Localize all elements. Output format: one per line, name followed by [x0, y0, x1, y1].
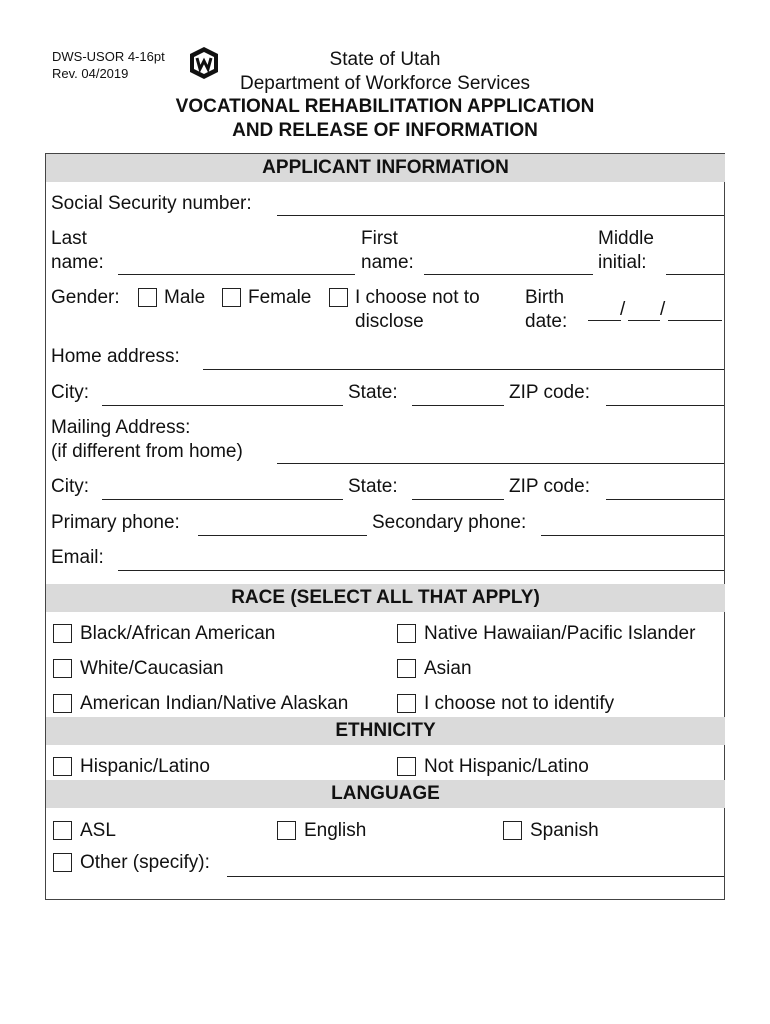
gender-male-checkbox[interactable]	[138, 288, 157, 307]
middle-initial-field[interactable]	[666, 274, 724, 275]
gender-male-label: Male	[164, 287, 206, 308]
applicant-section-header	[46, 154, 725, 182]
mailing-address-field[interactable]	[277, 463, 724, 464]
form-id: DWS-USOR 4-16pt	[52, 49, 165, 64]
primary-phone-label: Primary phone:	[51, 512, 180, 533]
race-hawaiian-checkbox[interactable]	[397, 624, 416, 643]
race-no-identify-checkbox[interactable]	[397, 694, 416, 713]
mailing-address-label-1: Mailing Address:	[51, 417, 191, 438]
form-title-line1: VOCATIONAL REHABILITATION APPLICATION	[175, 96, 595, 117]
race-american-indian-label: American Indian/Native Alaskan	[80, 693, 349, 714]
language-other-label: Other (specify):	[80, 852, 210, 873]
race-american-indian-checkbox[interactable]	[53, 694, 72, 713]
mailing-city-field[interactable]	[102, 499, 343, 500]
primary-phone-field[interactable]	[198, 535, 367, 536]
gender-label: Gender:	[51, 287, 120, 308]
secondary-phone-label: Secondary phone:	[372, 512, 527, 533]
birth-year-field[interactable]	[668, 320, 722, 321]
home-state-label: State:	[348, 382, 398, 403]
race-no-identify-label: I choose not to identify	[424, 693, 615, 714]
department-name: Department of Workforce Services	[239, 73, 531, 94]
first-name-field[interactable]	[424, 274, 593, 275]
birth-date-label-2: date:	[525, 311, 568, 332]
first-name-label-1: First	[361, 228, 398, 249]
language-section-title: LANGUAGE	[331, 783, 440, 804]
race-black-checkbox[interactable]	[53, 624, 72, 643]
home-state-field[interactable]	[412, 405, 504, 406]
email-label: Email:	[51, 547, 104, 568]
ethnicity-not-hispanic-checkbox[interactable]	[397, 757, 416, 776]
mailing-state-field[interactable]	[412, 499, 504, 500]
home-zip-field[interactable]	[606, 405, 724, 406]
revision-date: Rev. 04/2019	[52, 66, 129, 81]
ssn-field[interactable]	[277, 215, 724, 216]
birth-date-separator-2: /	[660, 299, 666, 320]
gender-nondisclose-label-2: disclose	[355, 311, 424, 332]
mailing-zip-field[interactable]	[606, 499, 724, 500]
ethnicity-hispanic-checkbox[interactable]	[53, 757, 72, 776]
mailing-address-label-2: (if different from home)	[51, 441, 243, 462]
gender-nondisclose-checkbox[interactable]	[329, 288, 348, 307]
ethnicity-section-title: ETHNICITY	[335, 720, 436, 741]
ethnicity-section-header	[46, 717, 725, 745]
form-title-line2: AND RELEASE OF INFORMATION	[232, 120, 538, 141]
race-white-checkbox[interactable]	[53, 659, 72, 678]
mailing-city-label: City:	[51, 476, 89, 497]
language-english-label: English	[304, 820, 367, 841]
ethnicity-hispanic-label: Hispanic/Latino	[80, 756, 210, 777]
gender-nondisclose-label-1: I choose not to	[355, 287, 480, 308]
mailing-zip-label: ZIP code:	[509, 476, 590, 497]
language-asl-checkbox[interactable]	[53, 821, 72, 840]
gender-female-checkbox[interactable]	[222, 288, 241, 307]
language-other-checkbox[interactable]	[53, 853, 72, 872]
gender-female-label: Female	[248, 287, 312, 308]
secondary-phone-field[interactable]	[541, 535, 724, 536]
race-section-header	[46, 584, 725, 612]
race-section-title: RACE (SELECT ALL THAT APPLY)	[231, 587, 540, 608]
race-asian-checkbox[interactable]	[397, 659, 416, 678]
last-name-label-2: name:	[51, 252, 104, 273]
last-name-label-1: Last	[51, 228, 87, 249]
last-name-field[interactable]	[118, 274, 355, 275]
ssn-label: Social Security number:	[51, 193, 252, 214]
language-section-header	[46, 780, 725, 808]
email-field[interactable]	[118, 570, 724, 571]
ethnicity-not-hispanic-label: Not Hispanic/Latino	[424, 756, 589, 777]
language-spanish-checkbox[interactable]	[503, 821, 522, 840]
race-black-label: Black/African American	[80, 623, 276, 644]
applicant-section-title: APPLICANT INFORMATION	[262, 157, 509, 178]
middle-initial-label-2: initial:	[598, 252, 647, 273]
home-address-field[interactable]	[203, 369, 724, 370]
race-asian-label: Asian	[424, 658, 472, 679]
birth-date-separator-1: /	[620, 299, 626, 320]
birth-date-label-1: Birth	[525, 287, 565, 308]
mailing-state-label: State:	[348, 476, 398, 497]
birth-month-field[interactable]	[588, 320, 621, 321]
language-spanish-label: Spanish	[530, 820, 599, 841]
first-name-label-2: name:	[361, 252, 414, 273]
home-address-label: Home address:	[51, 346, 180, 367]
language-english-checkbox[interactable]	[277, 821, 296, 840]
middle-initial-label-1: Middle	[598, 228, 654, 249]
home-city-label: City:	[51, 382, 89, 403]
language-asl-label: ASL	[80, 820, 116, 841]
birth-day-field[interactable]	[628, 320, 660, 321]
race-hawaiian-label: Native Hawaiian/Pacific Islander	[424, 623, 696, 644]
race-white-label: White/Caucasian	[80, 658, 224, 679]
home-zip-label: ZIP code:	[509, 382, 590, 403]
language-other-field[interactable]	[227, 876, 724, 877]
home-city-field[interactable]	[102, 405, 343, 406]
state-name: State of Utah	[329, 49, 441, 70]
